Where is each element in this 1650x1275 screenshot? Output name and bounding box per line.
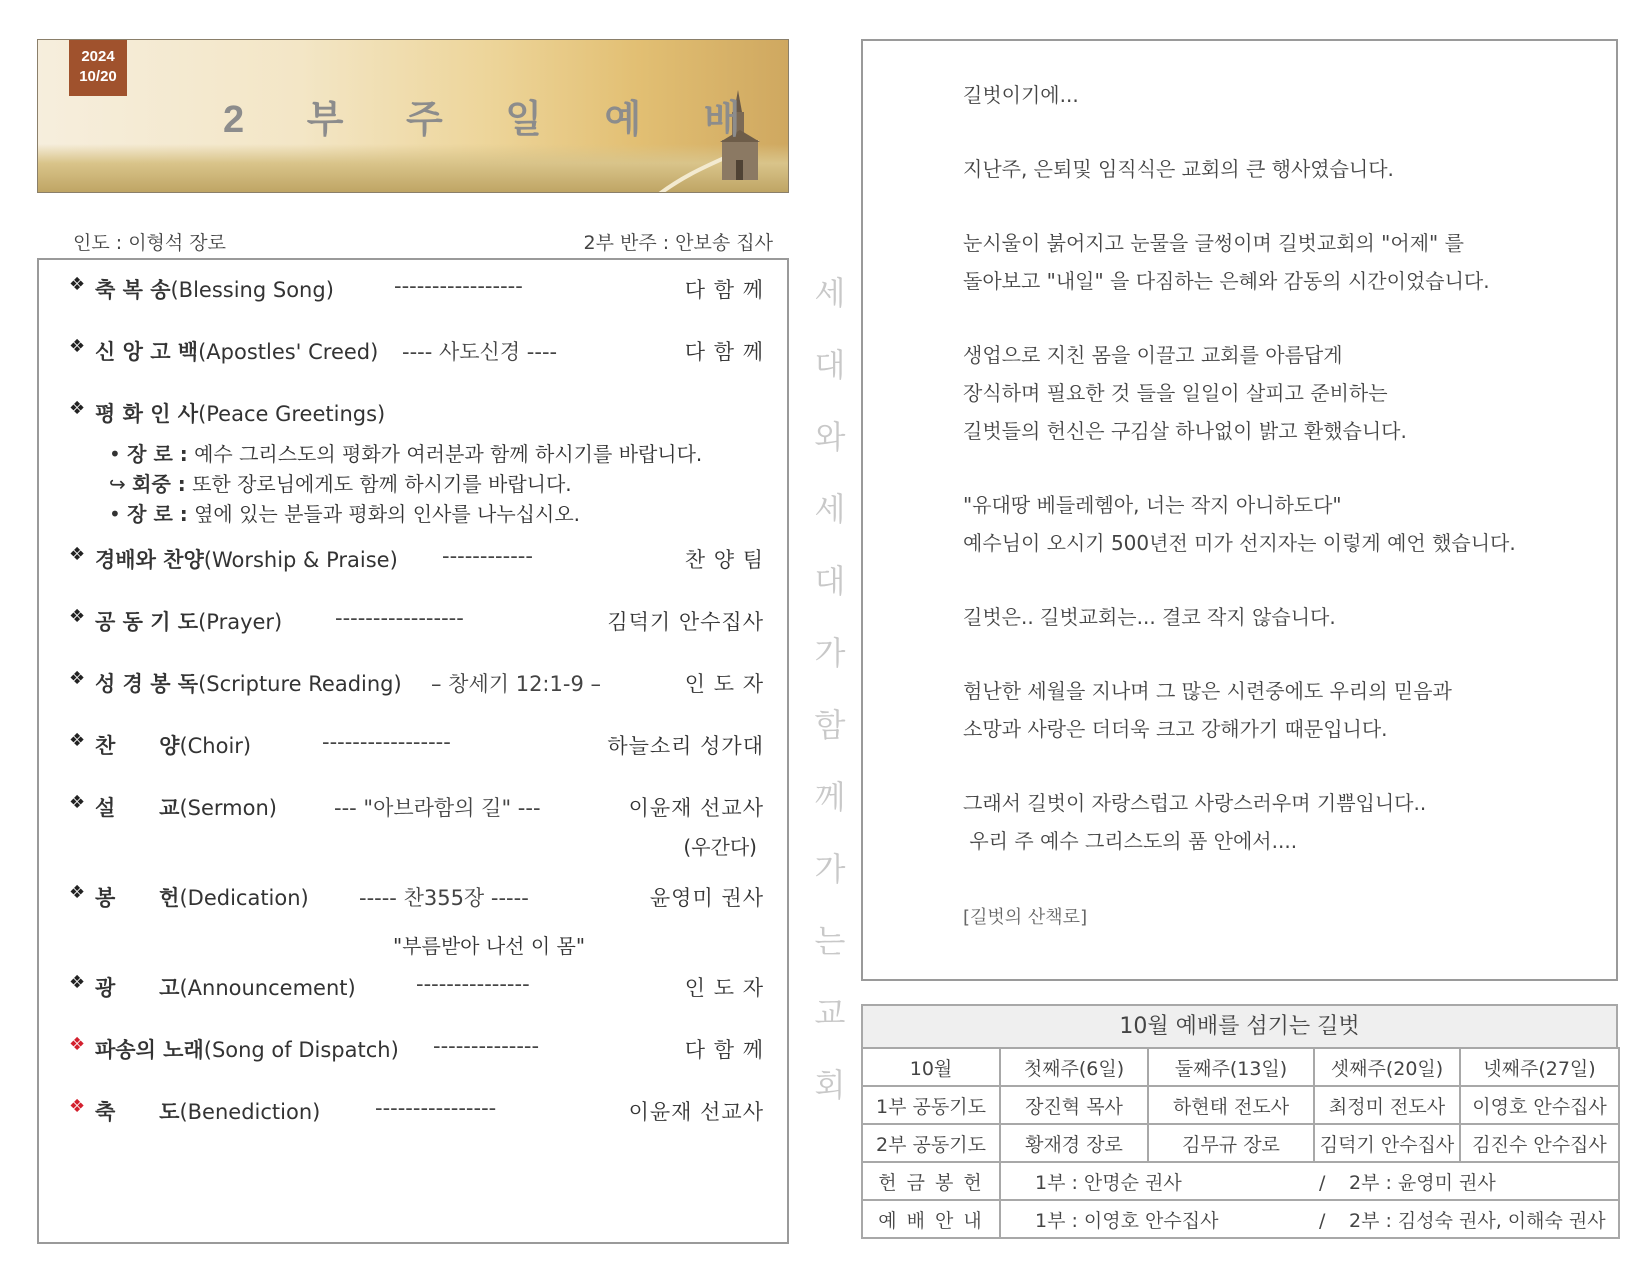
essay-line: 지난주, 은퇴및 임직식은 교회의 큰 행사였습니다. — [963, 157, 1394, 181]
diamond-bullet-icon: ❖ — [69, 1034, 86, 1055]
table-cell: 김무규 장로 — [1148, 1124, 1314, 1162]
motto-char: 세 — [814, 490, 846, 528]
diamond-bullet-icon: ❖ — [69, 882, 86, 903]
date-day: 10/20 — [79, 68, 117, 85]
item-name: 평 화 인 사 — [95, 402, 199, 426]
motto-char: 교 — [814, 994, 846, 1032]
order-item-benediction — [69, 1096, 764, 1126]
motto-char: 가 — [814, 634, 846, 672]
essay-line: 예수님이 오시기 500년전 미가 선지자는 이렇게 예언 했습니다. — [963, 531, 1516, 555]
table-cell: 최정미 전도사 — [1314, 1086, 1460, 1124]
item-en: (Peace Greetings) — [198, 402, 386, 426]
item-mid: ---------------- — [375, 1096, 497, 1120]
item-who: 다 함 께 — [684, 1038, 764, 1062]
item-mid: ---- 사도신경 ---- — [402, 340, 558, 364]
item-name: 찬 양 — [95, 734, 180, 758]
order-item-dispatch — [69, 1034, 764, 1064]
motto-char: 대 — [814, 562, 846, 600]
item-name: 신 앙 고 백 — [95, 340, 199, 364]
item-name: 공 동 기 도 — [95, 610, 199, 634]
separator: / — [1319, 1171, 1326, 1194]
item-en: (Scripture Reading) — [198, 672, 402, 696]
item-who: 인 도 자 — [684, 976, 764, 1000]
essay-line: 길벗은.. 길벗교회는... 결코 작지 않습니다. — [963, 605, 1336, 629]
item-name: 성 경 봉 독 — [95, 672, 199, 696]
motto-char: 가 — [814, 850, 846, 888]
table-cell: 둘째주(13일) — [1148, 1048, 1314, 1086]
guide-cell — [1000, 1200, 1619, 1238]
order-item-sermon — [69, 792, 764, 822]
diamond-bullet-icon: ❖ — [69, 336, 86, 357]
sermon-note: (우간다) — [683, 835, 757, 859]
page-title: 2 부 주 일 예 배 — [223, 99, 767, 141]
item-mid: – 창세기 12:1-9 – — [431, 672, 601, 696]
worship-order — [37, 258, 789, 1244]
table-cell: 셋째주(20일) — [1314, 1048, 1460, 1086]
essay-line: 생업으로 지친 몸을 이끌고 교회를 아름답게 — [963, 343, 1343, 367]
essay-line: 그래서 길벗이 자랑스럽고 사랑스러우며 기쁨입니다.. — [963, 791, 1427, 815]
schedule-table — [861, 1004, 1618, 1239]
schedule-grid — [861, 1047, 1620, 1239]
table-row — [862, 1048, 1619, 1086]
peace-text: 옆에 있는 분들과 평화의 인사를 나누십시오. — [187, 502, 580, 526]
table-cell: 장진혁 목사 — [1000, 1086, 1148, 1124]
item-name: 경배와 찬양 — [95, 548, 204, 572]
peace-text: 예수 그리스도의 평화가 여러분과 함께 하시기를 바랍니다. — [187, 442, 703, 466]
order-item-announcement — [69, 972, 764, 1002]
accompanist-text: 2부 반주 : 안보송 집사 — [583, 232, 773, 254]
peace-line-3 — [109, 498, 580, 527]
item-mid: ----------------- — [335, 606, 464, 630]
order-item-blessing-song — [69, 274, 764, 304]
item-who: 이윤재 선교사 — [628, 796, 764, 820]
item-mid: --------------- — [416, 972, 530, 996]
table-title: 10월 예배를 섬기는 길벗 — [861, 1004, 1618, 1047]
item-en: (Prayer) — [198, 610, 283, 634]
essay-signature: [길벗의 산책로] — [963, 907, 1088, 928]
peace-role: 장 로 : — [127, 502, 188, 526]
date-badge — [69, 40, 127, 96]
table-cell: 황재경 장로 — [1000, 1124, 1148, 1162]
table-cell: 2부 공동기도 — [862, 1124, 1000, 1162]
motto-char: 함 — [814, 706, 846, 744]
essay-line: 우리 주 예수 그리스도의 품 안에서.... — [963, 829, 1298, 853]
item-en: (Benediction) — [179, 1100, 321, 1124]
table-cell: 김덕기 안수집사 — [1314, 1124, 1460, 1162]
item-mid: --- "아브라함의 길" --- — [334, 796, 541, 820]
item-en: (Choir) — [179, 734, 252, 758]
essay-line: 눈시울이 붉어지고 눈물을 글썽이며 길벗교회의 "어제" 를 — [963, 231, 1464, 255]
motto-char: 께 — [814, 778, 846, 816]
peace-line-2 — [109, 468, 572, 497]
essay-line: "유대땅 베들레헴아, 너는 작지 아니하도다" — [963, 493, 1342, 517]
order-item-choir — [69, 730, 764, 760]
table-cell: 하현태 전도사 — [1148, 1086, 1314, 1124]
diamond-bullet-icon: ❖ — [69, 730, 86, 751]
item-who: 다 함 께 — [684, 278, 764, 302]
guide-part1: 1부 : 이영호 안수집사 — [1035, 1209, 1219, 1232]
essay-box — [861, 39, 1618, 981]
order-item-prayer — [69, 606, 764, 636]
order-item-worship — [69, 544, 764, 574]
item-name: 광 고 — [95, 976, 180, 1000]
diamond-bullet-icon: ❖ — [69, 606, 86, 627]
table-row — [862, 1162, 1619, 1200]
item-name: 설 교 — [95, 796, 180, 820]
leaders-line — [73, 228, 773, 255]
offering-part1: 1부 : 안명순 권사 — [1035, 1171, 1182, 1194]
diamond-bullet-icon: ❖ — [69, 1096, 86, 1117]
essay-line: 길벗이기에... — [963, 83, 1079, 107]
table-row — [862, 1200, 1619, 1238]
item-name: 봉 헌 — [95, 886, 180, 910]
table-cell: 첫째주(6일) — [1000, 1048, 1148, 1086]
date-year: 2024 — [81, 48, 115, 65]
item-name: 파송의 노래 — [95, 1038, 204, 1062]
table-row — [862, 1086, 1619, 1124]
peace-role: 회중 : — [132, 472, 186, 496]
order-item-creed — [69, 336, 764, 366]
item-name: 축 도 — [95, 1100, 180, 1124]
diamond-bullet-icon: ❖ — [69, 274, 86, 295]
item-who: 김덕기 안수집사 — [607, 610, 764, 634]
motto-char: 세 — [814, 274, 846, 312]
vertical-motto — [810, 268, 850, 1132]
offering-cell — [1000, 1162, 1619, 1200]
item-name: 축 복 송 — [95, 278, 171, 302]
item-who: 찬 양 팀 — [684, 548, 764, 572]
bullet-dot-icon: • — [109, 442, 121, 466]
guide-part2: 2부 : 김성숙 권사, 이해숙 권사 — [1349, 1209, 1606, 1232]
motto-char: 는 — [814, 922, 846, 960]
order-item-dedication — [69, 882, 764, 912]
table-cell: 헌 금 봉 헌 — [862, 1162, 1000, 1200]
item-who: 인 도 자 — [684, 672, 764, 696]
table-cell: 1부 공동기도 — [862, 1086, 1000, 1124]
diamond-bullet-icon: ❖ — [69, 668, 86, 689]
motto-char: 회 — [814, 1066, 846, 1104]
table-cell: 예 배 안 내 — [862, 1200, 1000, 1238]
item-who: 윤영미 권사 — [649, 886, 764, 910]
table-row — [862, 1124, 1619, 1162]
item-en: (Apostles' Creed) — [198, 340, 379, 364]
item-mid: ----- 찬355장 ----- — [359, 886, 529, 910]
peace-line-1 — [109, 438, 702, 467]
essay-line: 장식하며 필요한 것 들을 일일이 살피고 준비하는 — [963, 381, 1388, 405]
table-cell: 넷째주(27일) — [1460, 1048, 1619, 1086]
table-cell: 김진수 안수집사 — [1460, 1124, 1619, 1162]
item-mid: ------------ — [442, 544, 533, 568]
return-arrow-icon: ↪ — [109, 472, 126, 496]
peace-text: 또한 장로님에게도 함께 하시기를 바랍니다. — [185, 472, 572, 496]
diamond-bullet-icon: ❖ — [69, 398, 86, 419]
dedication-hymn-note: "부름받아 나선 이 몸" — [393, 934, 586, 958]
item-mid: -------------- — [433, 1034, 540, 1058]
essay-line: 돌아보고 "내일" 을 다짐하는 은혜와 감동의 시간이었습니다. — [963, 269, 1490, 293]
separator: / — [1319, 1209, 1326, 1232]
diamond-bullet-icon: ❖ — [69, 544, 86, 565]
motto-char: 대 — [814, 346, 846, 384]
order-item-peace — [69, 398, 764, 428]
peace-role: 장 로 : — [127, 442, 188, 466]
essay-line: 소망과 사랑은 더더욱 크고 강해가기 때문입니다. — [963, 717, 1388, 741]
essay-line: 험난한 세월을 지나며 그 많은 시련중에도 우리의 믿음과 — [963, 679, 1452, 703]
item-en: (Dedication) — [179, 886, 309, 910]
banner — [37, 39, 789, 193]
order-item-scripture — [69, 668, 764, 698]
item-mid: ----------------- — [394, 274, 523, 298]
bullet-dot-icon: • — [109, 502, 121, 526]
item-who: 이윤재 선교사 — [628, 1100, 764, 1124]
essay-line: 길벗들의 헌신은 구김살 하나없이 밝고 환했습니다. — [963, 419, 1407, 443]
diamond-bullet-icon: ❖ — [69, 792, 86, 813]
item-en: (Blessing Song) — [170, 278, 334, 302]
item-en: (Sermon) — [179, 796, 277, 820]
diamond-bullet-icon: ❖ — [69, 972, 86, 993]
item-who: 하늘소리 성가대 — [607, 734, 764, 758]
table-cell: 10월 — [862, 1048, 1000, 1086]
item-en: (Worship & Praise) — [203, 548, 398, 572]
item-en: (Song of Dispatch) — [203, 1038, 399, 1062]
table-cell: 이영호 안수집사 — [1460, 1086, 1619, 1124]
leader-text: 인도 : 이형석 장로 — [73, 232, 226, 254]
item-en: (Announcement) — [179, 976, 356, 1000]
item-who: 다 함 께 — [684, 340, 764, 364]
item-mid: ----------------- — [322, 730, 451, 754]
motto-char: 와 — [814, 418, 846, 456]
offering-part2: 2부 : 윤영미 권사 — [1349, 1171, 1496, 1194]
